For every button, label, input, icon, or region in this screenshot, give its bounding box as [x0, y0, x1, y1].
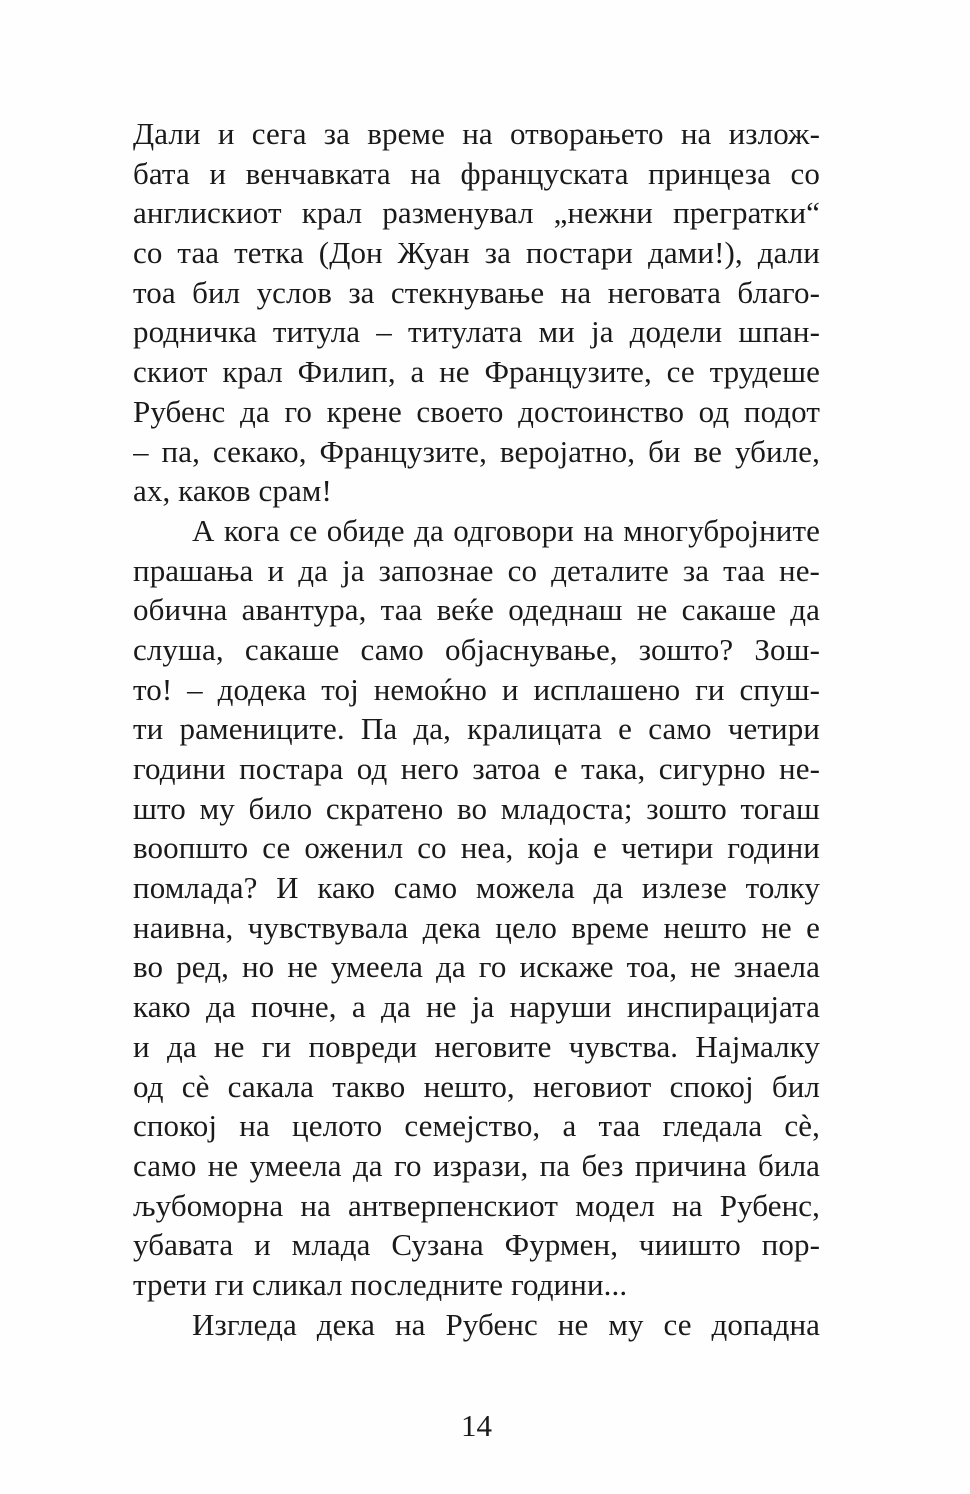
- text-line: спокој на целото семејство, а таа гледала сè,: [133, 1108, 820, 1144]
- text-line: тоа бил услов за стекнување на неговата благо-: [133, 274, 820, 310]
- text-line: во ред, но не умеела да го искаже тоа, не знаела: [133, 949, 820, 985]
- text-line: ти рамениците. Па да, кралицата е само четири: [133, 711, 820, 747]
- text-line: и да не ги повреди неговите чувства. Најмалку: [133, 1028, 820, 1064]
- text-line: наивна, чувствувала дека цело време нешто не е: [133, 909, 820, 945]
- text-line: помлада? И како само можела да излезе толку: [133, 870, 820, 906]
- text-line: бата и венчавката на француската принцеза со: [133, 155, 820, 191]
- text-line: англискиот крал разменувал „нежни прегратки“: [133, 195, 820, 231]
- text-line: од сè сакала такво нешто, неговиот спокој бил: [133, 1068, 820, 1104]
- text-block: [133, 114, 820, 1344]
- text-line: убавата и млада Сузана Фурмен, чиишто пор-: [133, 1227, 820, 1263]
- text-line: Рубенс да го крене своето достоинство од подот: [133, 393, 820, 429]
- text-line: како да почне, а да не ја наруши инспирацијата: [133, 989, 820, 1025]
- text-line: обична авантура, таа веќе одеднаш не сакаше да: [133, 592, 820, 628]
- text-line: Дали и сега за време на отворањето на излож-: [133, 116, 820, 151]
- text-line: љубоморна на антверпенскиот модел на Рубенс,: [133, 1187, 820, 1223]
- text-line: то! – додека тој немоќно и исплашено ги спуш-: [133, 671, 820, 707]
- text-line: слуша, сакаше само објаснување, зошто? Зош-: [133, 631, 820, 667]
- text-line: воопшто се оженил со неа, која е четири години: [133, 830, 820, 866]
- text-line: Изгледа дека на Рубенс не му се допадна: [192, 1306, 820, 1342]
- text-line: години постара од него затоа е така, сигурно не-: [133, 751, 820, 786]
- text-line: ах, каков срам!: [133, 473, 332, 509]
- text-line: трети ги сликал последните години...: [133, 1266, 628, 1302]
- text-line: со таа тетка (Дон Жуан за постари дами!), дали: [133, 235, 820, 271]
- text-line: родничка титула – титулата ми ја додели шпан-: [133, 314, 820, 350]
- text-line: прашања и да ја запознае со деталите за таа не-: [133, 552, 820, 588]
- text-line: што му било скратено во младоста; зошто тогаш: [133, 790, 820, 826]
- page-number: 14: [461, 1408, 492, 1443]
- text-line: скиот крал Филип, а не Французите, се трудеше: [133, 354, 820, 390]
- text-line: А кога се обиде да одговори на многубројните: [192, 512, 820, 548]
- text-line: – па, секако, Французите, веројатно, би ве убиле,: [133, 433, 820, 469]
- text-line: само не умеела да го изрази, па без причина била: [133, 1147, 820, 1183]
